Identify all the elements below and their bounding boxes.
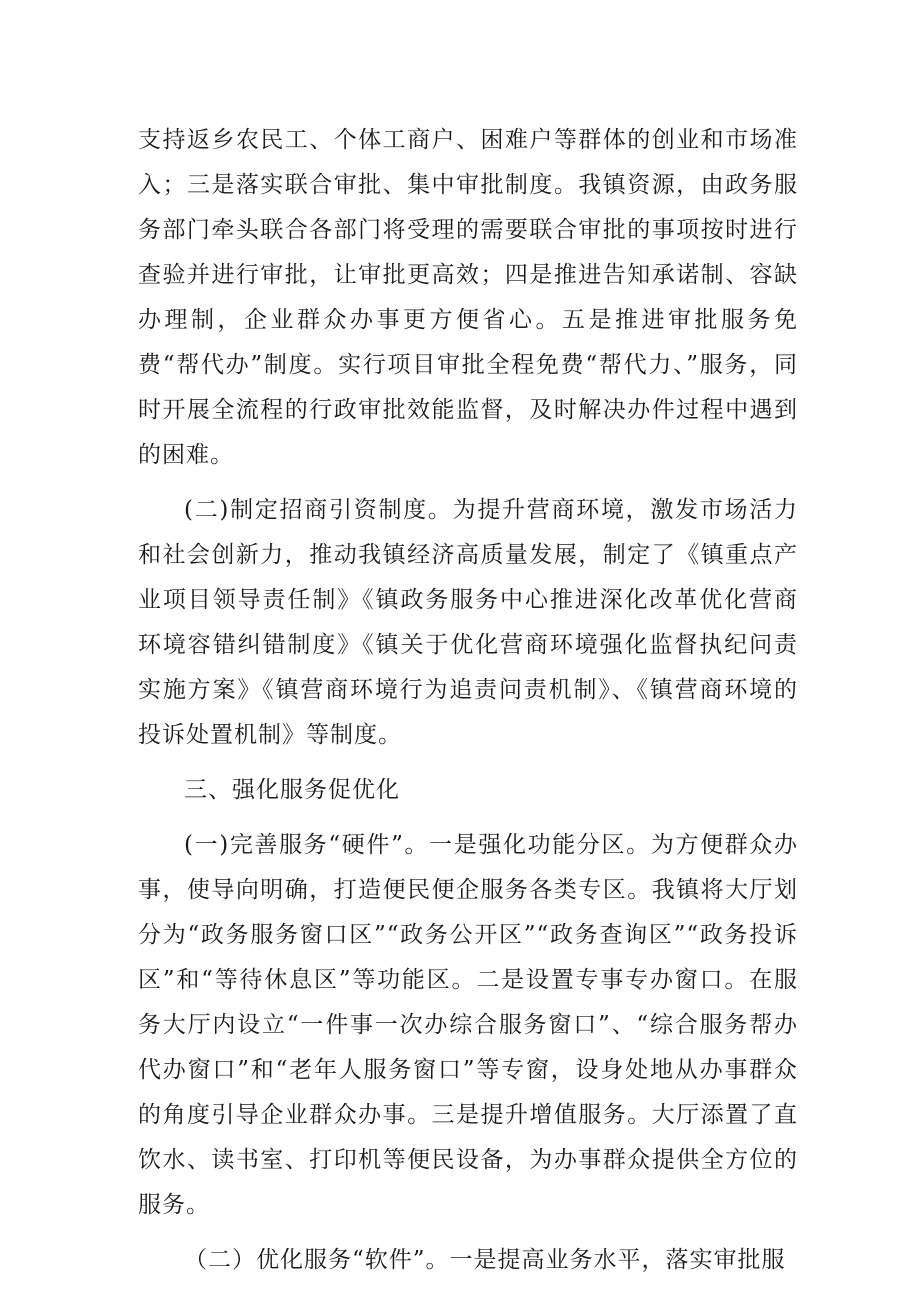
paragraph-approval-system: 支持返乡农民工、个体工商户、困难户等群体的创业和市场准入；三是落实联合审批、集中审批制度。我镇资源，由政务服务部门牵头联合各部门将受理的需要联合审批的事项按时进行查验并进行审批，让审批更高效；四是推进告知承诺制、容缺办理制，企业群众办事更方便省心。五是推进审批服务免费“帮代办”制度。实行项目审批全程免费“帮代力、”服务，同时开展全流程的行政审批效能监督，及时解决办件过程中遇到的困难。	[138, 127, 798, 468]
paragraph-service-hardware: (一)完善服务“硬件”。一是强化功能分区。为方便群众办事，使导向明确，打造便民便企服务各类专区。我镇将大厅划分为“政务服务窗口区”“政务公开区”“政务查询区”“政务投诉区”和“等待休息区”等功能区。二是设置专事专办窗口。在服务大厅内设立“一件事一次办综合服务窗口”、“综合服务帮办代办窗口”和“老年人服务窗口”等专窗，设身处地从办事群众的角度引导企业群众办事。三是提升增值服务。大厅添置了直饮水、读书室、打印机等便民设备，为办事群众提供全方位的服务。	[138, 832, 798, 1218]
paragraph-investment-system: (二)制定招商引资制度。为提升营商环境，激发市场活力和社会创新力，推动我镇经济高质量发展，制定了《镇重点产业项目领导责任制》《镇政务服务中心推进深化改革优化营商环境容错纠错制度》《镇关于优化营商环境强化监督执纪问责实施方案》《镇营商环境行为追责问责机制》、《镇营商环境的投诉处置机制》等制度。	[138, 497, 798, 748]
section-heading-service: 三、强化服务促优化	[184, 777, 400, 803]
paragraph-service-software: （二）优化服务“软件”。一是提高业务水平，落实审批服	[184, 1247, 786, 1273]
document-body	[138, 118, 798, 1283]
